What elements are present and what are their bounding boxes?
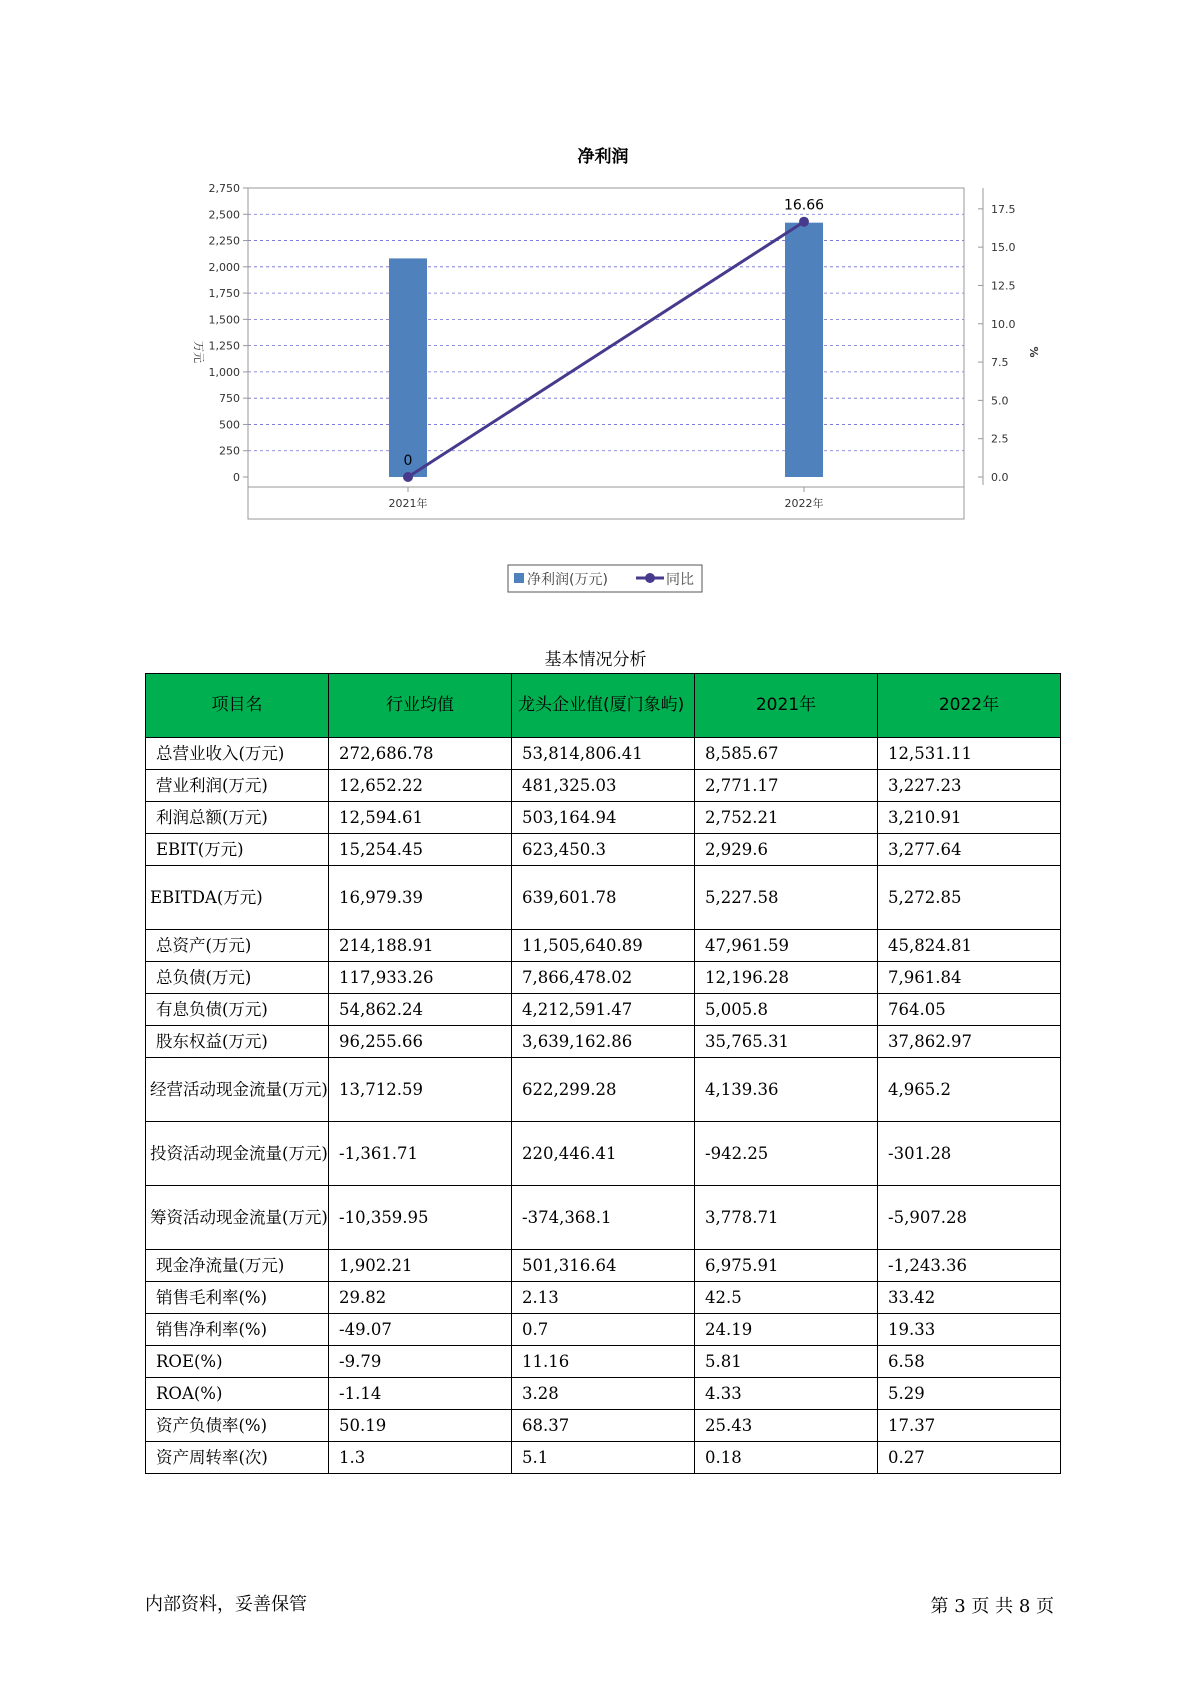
table-row xyxy=(146,930,1061,962)
footer-confidential-note: 内部资料，妥善保管 xyxy=(145,1594,307,1615)
value-cell: -10,359.95 xyxy=(329,1186,512,1250)
legend-bar-swatch xyxy=(514,573,524,583)
value-cell: 3,778.71 xyxy=(695,1186,878,1250)
value-cell: 2,771.17 xyxy=(695,770,878,802)
y-left-tick-label: 1,250 xyxy=(208,339,240,353)
value-cell: 19.33 xyxy=(878,1314,1061,1346)
row-label-cell: 有息负债(万元) xyxy=(146,994,329,1026)
row-label-cell: EBITDA(万元) xyxy=(146,866,329,930)
value-cell: 623,450.3 xyxy=(512,834,695,866)
value-cell: 13,712.59 xyxy=(329,1058,512,1122)
row-label-cell: 现金净流量(万元) xyxy=(146,1250,329,1282)
value-cell: 53,814,806.41 xyxy=(512,738,695,770)
row-label-cell: 营业利润(万元) xyxy=(146,770,329,802)
y-right-tick-label: 12.5 xyxy=(991,279,1016,293)
value-cell: 4,139.36 xyxy=(695,1058,878,1122)
x-axis xyxy=(248,487,964,510)
row-label-cell: ROE(%) xyxy=(146,1346,329,1378)
value-cell: 37,862.97 xyxy=(878,1026,1061,1058)
value-cell: 16,979.39 xyxy=(329,866,512,930)
value-cell: 0.18 xyxy=(695,1442,878,1474)
value-cell: 17.37 xyxy=(878,1410,1061,1442)
value-cell: 29.82 xyxy=(329,1282,512,1314)
value-cell: -1,361.71 xyxy=(329,1122,512,1186)
value-cell: 68.37 xyxy=(512,1410,695,1442)
x-tick-label: 2022年 xyxy=(784,497,824,510)
value-cell: -9.79 xyxy=(329,1346,512,1378)
table-row xyxy=(146,1314,1061,1346)
value-cell: 12,594.61 xyxy=(329,802,512,834)
table-row xyxy=(146,962,1061,994)
yoy-line xyxy=(408,222,804,477)
value-cell: 0.7 xyxy=(512,1314,695,1346)
grid-lines xyxy=(248,188,964,451)
y-left-tick-label: 2,250 xyxy=(208,234,240,248)
value-cell: 96,255.66 xyxy=(329,1026,512,1058)
value-cell: 5,005.8 xyxy=(695,994,878,1026)
table-row xyxy=(146,802,1061,834)
value-cell: 764.05 xyxy=(878,994,1061,1026)
table-row xyxy=(146,866,1061,930)
header-item-name: 项目名 xyxy=(146,674,329,738)
value-cell: 15,254.45 xyxy=(329,834,512,866)
value-cell: -374,368.1 xyxy=(512,1186,695,1250)
row-label-cell: 利润总额(万元) xyxy=(146,802,329,834)
row-label-cell: 投资活动现金流量(万元) xyxy=(146,1122,329,1186)
value-cell: 54,862.24 xyxy=(329,994,512,1026)
table-row xyxy=(146,1250,1061,1282)
row-label-cell: 总负债(万元) xyxy=(146,962,329,994)
value-cell: 35,765.31 xyxy=(695,1026,878,1058)
value-cell: 3.28 xyxy=(512,1378,695,1410)
plot-area-frame xyxy=(248,188,964,519)
value-cell: -942.25 xyxy=(695,1122,878,1186)
value-cell: -5,907.28 xyxy=(878,1186,1061,1250)
value-cell: 1,902.21 xyxy=(329,1250,512,1282)
value-cell: 272,686.78 xyxy=(329,738,512,770)
y-left-tick-label: 2,750 xyxy=(208,182,240,195)
yoy-point xyxy=(403,472,413,482)
value-cell: 42.5 xyxy=(695,1282,878,1314)
value-cell: 3,227.23 xyxy=(878,770,1061,802)
y-right-tick-label: 17.5 xyxy=(991,202,1016,216)
legend-line-label: 同比 xyxy=(666,572,694,588)
value-cell: 0.27 xyxy=(878,1442,1061,1474)
y-left-tick-label: 2,000 xyxy=(208,260,240,274)
net-profit-chart xyxy=(0,120,1191,610)
table-row xyxy=(146,1282,1061,1314)
table-caption: 基本情况分析 xyxy=(544,650,647,670)
legend-bar-label: 净利润(万元) xyxy=(527,572,608,588)
yoy-point xyxy=(799,217,809,227)
value-cell: 11,505,640.89 xyxy=(512,930,695,962)
y-right-tick-label: 0.0 xyxy=(991,471,1009,484)
table-row xyxy=(146,1122,1061,1186)
chart-legend xyxy=(508,565,702,592)
value-cell: 5.1 xyxy=(512,1442,695,1474)
row-label-cell: 总资产(万元) xyxy=(146,930,329,962)
value-cell: 47,961.59 xyxy=(695,930,878,962)
table-row xyxy=(146,834,1061,866)
y-right-tick-label: 7.5 xyxy=(991,356,1009,370)
row-label-cell: 资产负债率(%) xyxy=(146,1410,329,1442)
legend-line-marker xyxy=(645,573,655,583)
value-cell: 639,601.78 xyxy=(512,866,695,930)
y-left-tick-label: 500 xyxy=(219,418,240,432)
value-cell: 5,227.58 xyxy=(695,866,878,930)
table-row xyxy=(146,1186,1061,1250)
table-row xyxy=(146,1442,1061,1474)
value-cell: -49.07 xyxy=(329,1314,512,1346)
y-left-tick-label: 0 xyxy=(233,471,240,484)
x-tick-label: 2021年 xyxy=(388,497,428,510)
net-profit-bar xyxy=(785,223,823,477)
table-row xyxy=(146,1026,1061,1058)
value-cell: 24.19 xyxy=(695,1314,878,1346)
table-row xyxy=(146,994,1061,1026)
value-cell: 214,188.91 xyxy=(329,930,512,962)
value-cell: 6,975.91 xyxy=(695,1250,878,1282)
value-cell: 6.58 xyxy=(878,1346,1061,1378)
value-cell: 2,752.21 xyxy=(695,802,878,834)
value-cell: 8,585.67 xyxy=(695,738,878,770)
value-cell: 33.42 xyxy=(878,1282,1061,1314)
value-cell: -1,243.36 xyxy=(878,1250,1061,1282)
value-cell: 7,866,478.02 xyxy=(512,962,695,994)
value-cell: 4,212,591.47 xyxy=(512,994,695,1026)
yoy-point-label: 16.66 xyxy=(783,197,825,214)
value-cell: 622,299.28 xyxy=(512,1058,695,1122)
table-row xyxy=(146,1058,1061,1122)
y-right-tick-label: 2.5 xyxy=(991,432,1009,446)
value-cell: 220,446.41 xyxy=(512,1122,695,1186)
row-label-cell: 销售净利率(%) xyxy=(146,1314,329,1346)
y-axis-left-label: 万元 xyxy=(192,341,205,363)
analysis-table xyxy=(145,673,1061,1474)
header-industry-avg: 行业均值 xyxy=(329,674,512,738)
row-label-cell: 股东权益(万元) xyxy=(146,1026,329,1058)
y-right-tick-label: 10.0 xyxy=(991,317,1016,331)
row-label-cell: 销售毛利率(%) xyxy=(146,1282,329,1314)
value-cell: 3,277.64 xyxy=(878,834,1061,866)
row-label-cell: 筹资活动现金流量(万元) xyxy=(146,1186,329,1250)
y-left-tick-label: 1,750 xyxy=(208,287,240,301)
value-cell: 501,316.64 xyxy=(512,1250,695,1282)
y-left-tick-label: 750 xyxy=(219,392,240,406)
header-2021: 2021年 xyxy=(695,674,878,738)
value-cell: 7,961.84 xyxy=(878,962,1061,994)
y-left-tick-label: 2,500 xyxy=(208,208,240,222)
value-cell: 1.3 xyxy=(329,1442,512,1474)
table-row xyxy=(146,770,1061,802)
value-cell: 503,164.94 xyxy=(512,802,695,834)
footer-page-number: 第 3 页 共 8 页 xyxy=(930,1596,1054,1617)
row-label-cell: 资产周转率(次) xyxy=(146,1442,329,1474)
value-cell: 3,210.91 xyxy=(878,802,1061,834)
table-row xyxy=(146,1346,1061,1378)
header-2022: 2022年 xyxy=(878,674,1061,738)
value-cell: 12,652.22 xyxy=(329,770,512,802)
value-cell: 5.29 xyxy=(878,1378,1061,1410)
table-row xyxy=(146,1378,1061,1410)
row-label-cell: ROA(%) xyxy=(146,1378,329,1410)
y-left-tick-label: 1,000 xyxy=(208,365,240,379)
value-cell: 25.43 xyxy=(695,1410,878,1442)
table-row xyxy=(146,1410,1061,1442)
row-label-cell: 经营活动现金流量(万元) xyxy=(146,1058,329,1122)
value-cell: 5.81 xyxy=(695,1346,878,1378)
yoy-point-label: 0 xyxy=(403,453,413,469)
value-cell: 4,965.2 xyxy=(878,1058,1061,1122)
value-cell: 2,929.6 xyxy=(695,834,878,866)
y-axis-right xyxy=(978,188,1016,485)
value-cell: -301.28 xyxy=(878,1122,1061,1186)
chart-title: 净利润 xyxy=(577,147,629,167)
row-label-cell: 总营业收入(万元) xyxy=(146,738,329,770)
y-right-tick-label: 5.0 xyxy=(991,394,1009,408)
y-axis-left xyxy=(209,182,249,485)
value-cell: 3,639,162.86 xyxy=(512,1026,695,1058)
value-cell: 481,325.03 xyxy=(512,770,695,802)
y-right-tick-label: 15.0 xyxy=(991,241,1016,255)
row-label-cell: EBIT(万元) xyxy=(146,834,329,866)
value-cell: 5,272.85 xyxy=(878,866,1061,930)
y-left-tick-label: 1,500 xyxy=(208,313,240,327)
y-axis-right-label: % xyxy=(1027,346,1040,358)
value-cell: 117,933.26 xyxy=(329,962,512,994)
value-cell: 4.33 xyxy=(695,1378,878,1410)
table-header-row xyxy=(146,674,1061,738)
table-row xyxy=(146,738,1061,770)
value-cell: 45,824.81 xyxy=(878,930,1061,962)
value-cell: 12,531.11 xyxy=(878,738,1061,770)
net-profit-bar xyxy=(389,258,427,477)
y-left-tick-label: 250 xyxy=(219,444,240,458)
value-cell: 12,196.28 xyxy=(695,962,878,994)
header-leader-value: 龙头企业值(厦门象屿) xyxy=(512,674,695,738)
value-cell: 2.13 xyxy=(512,1282,695,1314)
value-cell: 11.16 xyxy=(512,1346,695,1378)
value-cell: -1.14 xyxy=(329,1378,512,1410)
value-cell: 50.19 xyxy=(329,1410,512,1442)
